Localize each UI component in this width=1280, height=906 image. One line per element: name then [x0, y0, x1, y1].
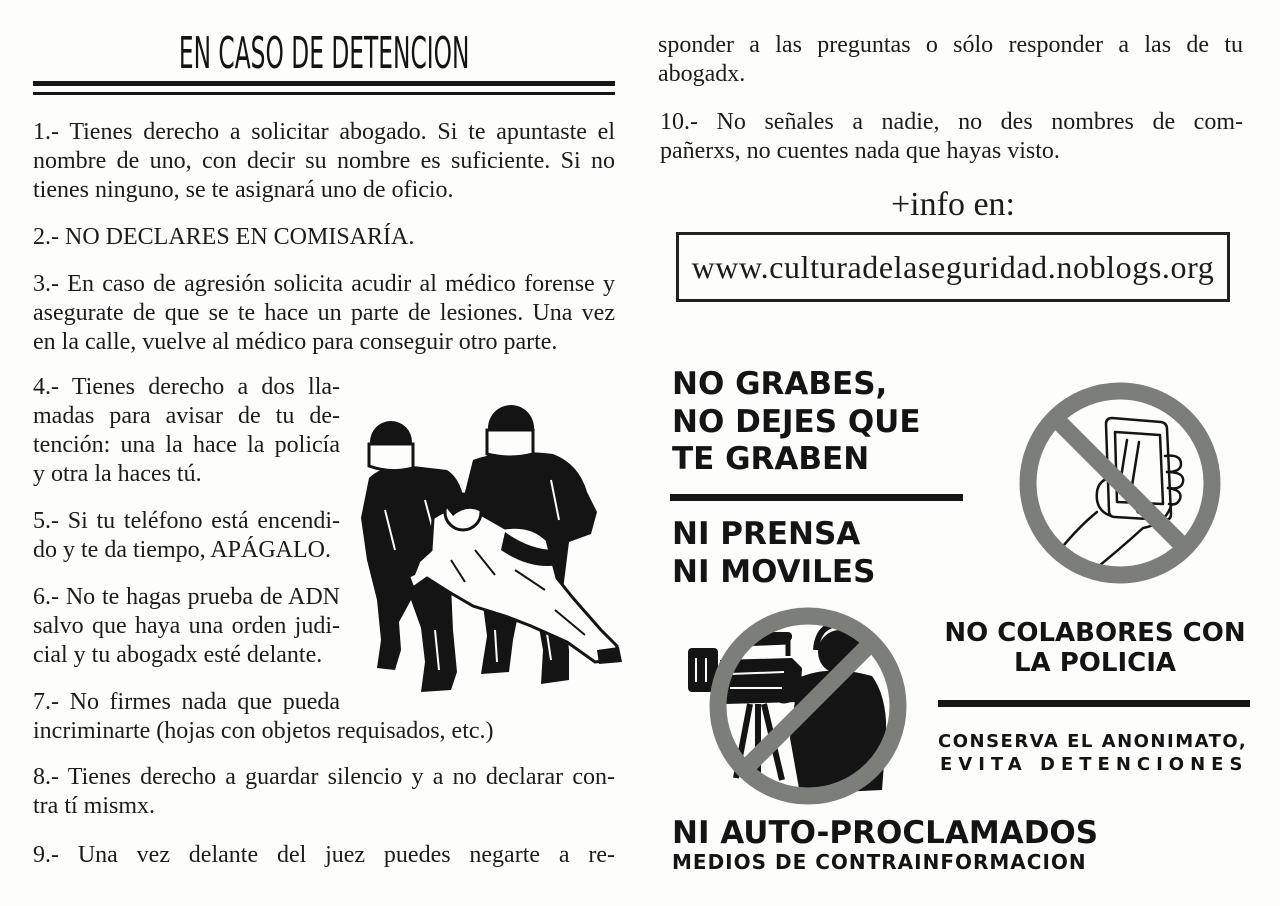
text-line: 4.- Tienes derecho a dos lla-: [33, 374, 340, 400]
text-line: incriminarte (hojas con objetos requisados, etc.): [33, 718, 494, 744]
text-line: abogadx.: [658, 61, 746, 87]
text-line: 8.- Tienes derecho a guardar silencio y a no declarar con-: [33, 764, 615, 790]
text-line: do y te da tiempo, APÁGALO.: [33, 537, 331, 563]
url-box: [676, 232, 1230, 302]
rule-10-paragraph: [660, 108, 1243, 166]
text-line: cial y tu abogadx esté delante.: [33, 642, 323, 668]
text-line: tienes ninguno, se te asignará uno de oficio.: [33, 177, 454, 203]
rule-1-paragraph: [33, 118, 615, 205]
url-text: www.culturadelaseguridad.noblogs.org: [691, 249, 1215, 285]
text-line: 9.- Una vez delante del juez puedes negarte a re-: [33, 842, 615, 868]
slogan-line: NI MOVILES: [672, 553, 876, 590]
rule-9-continuation: [658, 31, 1243, 89]
text-line: tra tí mismx.: [33, 793, 155, 819]
slogan-line: NO GRABES,: [672, 366, 888, 402]
slogan-divider: [938, 700, 1250, 707]
text-line: y otra la haces tú.: [33, 461, 202, 487]
slogan-line: CONSERVA EL ANONIMATO,: [938, 731, 1248, 752]
rule-2-paragraph: [33, 223, 615, 252]
slogan-line: NI PRENSA: [672, 516, 861, 552]
ni-auto-proclamados-slogan: NI AUTO-PROCLAMADOS: [672, 815, 1099, 851]
text-line: 3.- En caso de agresión solicita acudir al médico forense y: [33, 271, 615, 297]
text-line: pañerxs, no cuentes nada que hayas visto.: [660, 138, 1060, 164]
slogan-divider: [670, 494, 963, 501]
police-arrest-illustration: [355, 400, 625, 700]
text-line: 1.- Tienes derecho a solicitar abogado. Si te apuntaste el: [33, 119, 615, 145]
rule-9-paragraph: [33, 841, 615, 870]
text-line: asegurate de que se te hace un parte de lesiones. Una vez: [33, 300, 615, 326]
text-line: madas para avisar de tu de-: [33, 403, 340, 429]
slogan-line: LA POLICIA: [1013, 648, 1177, 678]
rule-6-paragraph: [33, 583, 340, 670]
text-line: nombre de uno, con decir su nombre es suficiente. Si no: [33, 148, 615, 174]
slogan-line: EVITA DETENCIONES: [940, 754, 1249, 775]
title-rule-thin: [33, 92, 615, 95]
medios-contrainformacion-slogan: MEDIOS DE CONTRAINFORMACION: [672, 850, 1087, 874]
page-title-text: EN CASO DE DETENCION: [178, 28, 470, 79]
text-line: en la calle, vuelve al médico para conseguir otro parte.: [33, 329, 558, 355]
ni-prensa-slogan: [672, 516, 875, 591]
info-label: +info en:: [891, 186, 1015, 223]
slogan-line: NO COLABORES CON: [944, 618, 1246, 648]
anonimato-slogan: [938, 730, 1248, 776]
no-phone-icon: [1015, 378, 1227, 590]
slogan-line: NO DEJES QUE: [672, 403, 921, 440]
no-colabores-slogan: [935, 618, 1255, 678]
rule-8-paragraph: [33, 763, 615, 821]
text-line: 7.- No firmes nada que pueda: [33, 689, 340, 715]
slogan-line: TE GRABEN: [672, 441, 870, 477]
rule-5-paragraph: [33, 507, 340, 565]
text-line: 5.- Si tu teléfono está encendi-: [33, 508, 340, 534]
text-line: salvo que haya una orden judi-: [33, 613, 340, 639]
text-line: 6.- No te hagas prueba de ADN: [33, 584, 340, 610]
page-title: [33, 26, 615, 82]
no-camera-icon: [680, 598, 915, 818]
no-grabes-slogan: [672, 366, 921, 479]
text-line: 10.- No señales a nadie, no des nombres de com-: [660, 109, 1243, 135]
rule-3-paragraph: [33, 270, 615, 357]
text-line: 2.- NO DECLARES EN COMISARÍA.: [33, 224, 415, 250]
rule-4-paragraph: [33, 373, 340, 489]
text-line: sponder a las preguntas o sólo responder a las de tu: [658, 32, 1243, 58]
text-line: tención: una la hace la policía: [33, 432, 340, 458]
title-rule-thick: [33, 81, 615, 86]
